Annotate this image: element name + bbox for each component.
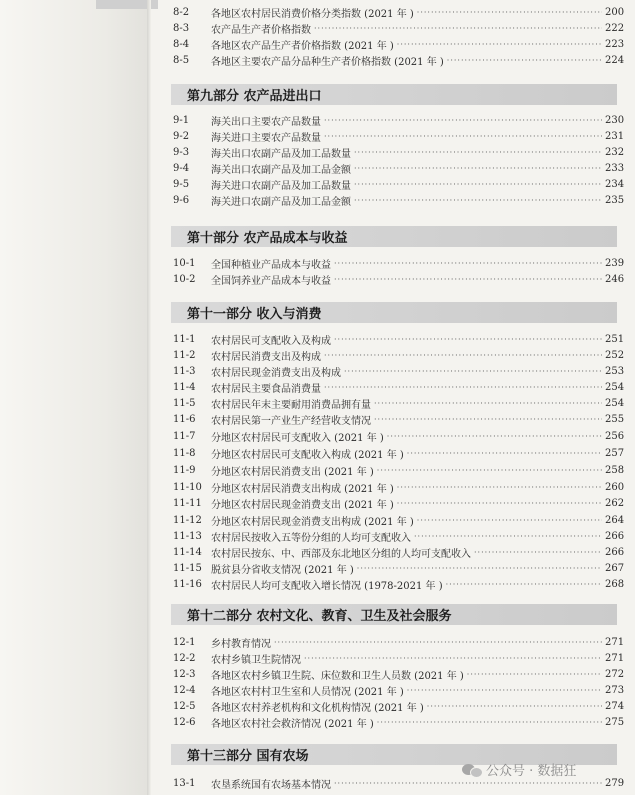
wechat-icon <box>462 762 482 778</box>
toc-entry[interactable]: 12-5 各地区农村养老机构和文化机构情况 (2021 年 ) ····· 274 <box>173 698 623 714</box>
watermark-text: 公众号 · 数据狂 <box>486 764 577 779</box>
toc-entry[interactable]: 11-13 农村居民按收入五等份分组的人均可支配收入 ····· 266 <box>173 528 623 544</box>
toc-entry[interactable]: 11-8 分地区农村居民可支配收入构成 (2021 年 ) ····· 257 <box>173 445 623 461</box>
toc-entry[interactable]: 12-6 各地区农村社会救济情况 (2021 年 ) ····· 275 <box>173 714 623 730</box>
section-heading-part9: 第九部分 农产品进出口 <box>171 84 617 105</box>
section-heading-part13: 第十三部分 国有农场 <box>171 744 617 765</box>
toc-entry[interactable]: 11-14 农村居民按东、中、西部及东北地区分组的人均可支配收入 ····· 266 <box>173 544 623 560</box>
toc-entry[interactable]: 12-3 各地区农村乡镇卫生院、床位数和卫生人员数 (2021 年 ) ····· 272 <box>173 666 623 682</box>
toc-entry[interactable]: 11-3 农村居民现金消费支出及构成 ····· 253 <box>173 363 623 379</box>
toc-entry[interactable]: 11-12 分地区农村居民现金消费支出构成 (2021 年 ) ····· 264 <box>173 512 623 528</box>
toc-entry[interactable]: 8-3 农产品生产者价格指数 ····· 222 <box>173 20 623 36</box>
toc-entry[interactable]: 11-1 农村居民可支配收入及构成 ····· 251 <box>173 331 623 347</box>
section-heading-part11: 第十一部分 收入与消费 <box>171 302 617 323</box>
toc-entry[interactable]: 11-5 农村居民年末主要耐用消费品拥有量 ····· 254 <box>173 395 623 411</box>
toc-entry[interactable]: 11-11 分地区农村居民现金消费支出 (2021 年 ) ····· 262 <box>173 495 623 511</box>
toc-entry[interactable]: 11-10 分地区农村居民消费支出构成 (2021 年 ) ····· 260 <box>173 479 623 495</box>
toc-entry[interactable]: 11-6 农村居民第一产业生产经营收支情况 ····· 255 <box>173 411 623 427</box>
toc-entry[interactable]: 12-1 乡村教育情况 ····· 271 <box>173 634 623 650</box>
toc-entry[interactable]: 9-1 海关出口主要农产品数量 ····· 230 <box>173 112 623 128</box>
toc-entry[interactable]: 11-9 分地区农村居民消费支出 (2021 年 ) ····· 258 <box>173 462 623 478</box>
section-heading-part12: 第十二部分 农村文化、教育、卫生及社会服务 <box>171 604 617 625</box>
toc-entry[interactable]: 9-5 海关进口农副产品及加工品数量 ····· 234 <box>173 176 623 192</box>
toc-entry[interactable]: 12-2 农村乡镇卫生院情况 ····· 271 <box>173 650 623 666</box>
toc-entry[interactable]: 9-4 海关出口农副产品及加工品金额 ····· 233 <box>173 160 623 176</box>
toc-entry[interactable]: 8-5 各地区主要农产品分品种生产者价格指数 (2021 年 ) ····· 224 <box>173 52 623 68</box>
toc-entry[interactable]: 11-4 农村居民主要食品消费量 ····· 254 <box>173 379 623 395</box>
toc-entry[interactable]: 11-2 农村居民消费支出及构成 ····· 252 <box>173 347 623 363</box>
toc-entry[interactable]: 11-16 农村居民人均可支配收入增长情况 (1978-2021 年 ) ····· 268 <box>173 576 623 592</box>
toc-entry[interactable]: 9-6 海关进口农副产品及加工品金额 ····· 235 <box>173 192 623 208</box>
toc-entry[interactable]: 9-2 海关进口主要农产品数量 ····· 231 <box>173 128 623 144</box>
toc-entry[interactable]: 9-3 海关出口农副产品及加工品数量 ····· 232 <box>173 144 623 160</box>
toc-entry[interactable]: 8-4 各地区农产品生产者价格指数 (2021 年 ) ····· 223 <box>173 36 623 52</box>
watermark <box>462 760 576 779</box>
toc-entry[interactable]: 11-15 脱贫县分省收支情况 (2021 年 ) ····· 267 <box>173 560 623 576</box>
toc-page <box>151 0 635 795</box>
toc-entry[interactable]: 8-2 各地区农村居民消费价格分类指数 (2021 年 ) ····· 200 <box>173 4 623 20</box>
toc-entry[interactable]: 10-2 全国饲养业产品成本与收益 ····· 246 <box>173 271 623 287</box>
toc-entry[interactable]: 13-1 农垦系统国有农场基本情况 ····· 279 <box>173 775 623 791</box>
left-facing-page <box>0 0 150 795</box>
toc-entry[interactable]: 11-7 分地区农村居民可支配收入 (2021 年 ) ····· 256 <box>173 428 623 444</box>
toc-entry[interactable]: 12-4 各地区农村村卫生室和人员情况 (2021 年 ) ····· 273 <box>173 682 623 698</box>
section-heading-part10: 第十部分 农产品成本与收益 <box>171 226 617 247</box>
toc-entry[interactable]: 10-1 全国种植业产品成本与收益 ····· 239 <box>173 255 623 271</box>
